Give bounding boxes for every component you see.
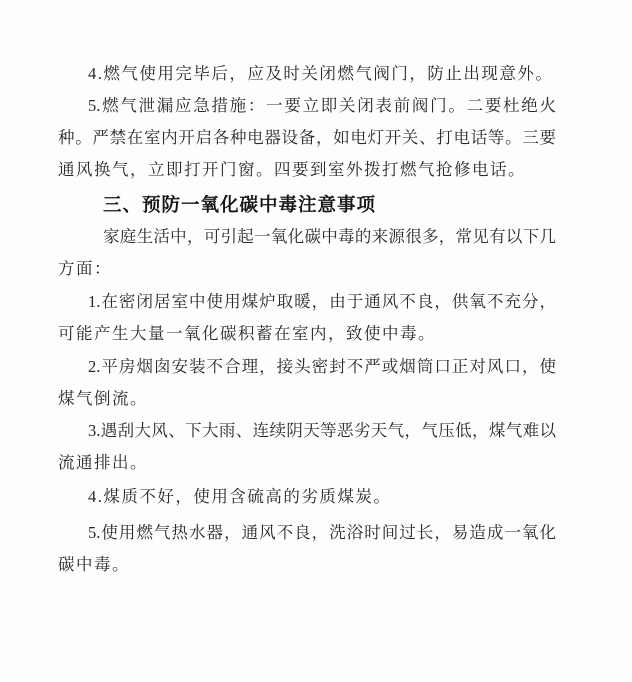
- paragraph-co-cause-1: [58, 286, 556, 350]
- text-line: 5.燃气泄漏应急措施：一要立即关闭表前阀门。二要杜绝火: [88, 96, 556, 115]
- text-line: 碳中毒。: [58, 555, 130, 574]
- text-line: 4.燃气使用完毕后，应及时关闭燃气阀门，防止出现意外。: [88, 64, 554, 83]
- text-line: 种。严禁在室内开启各种电器设备，如电灯开关、打电话等。三要: [58, 128, 556, 147]
- text-line: 1.在密闭居室中使用煤炉取暖，由于通风不良，供氧不充分，: [88, 292, 556, 311]
- paragraph-gas-leak-emergency: [58, 90, 556, 186]
- section-heading-co-poisoning: [58, 189, 556, 221]
- text-line: 流通排出。: [58, 453, 148, 472]
- text-line: 3.遇刮大风、下大雨、连续阴天等恶劣天气，气压低，煤气难以: [88, 421, 556, 440]
- text-line: 5.使用燃气热水器，通风不良，洗浴时间过长，易造成一氧化: [88, 523, 556, 542]
- document-body: [58, 58, 556, 581]
- text-line: 通风换气，立即打开门窗。四要到室外拨打燃气抢修电话。: [58, 160, 526, 179]
- text-line: 煤气倒流。: [58, 389, 148, 408]
- paragraph-co-cause-3: [58, 415, 556, 479]
- paragraph-co-sources-intro: [58, 221, 556, 285]
- paragraph-gas-tip-4: [58, 58, 556, 90]
- paragraph-co-cause-5: [58, 517, 556, 581]
- text-line: 2.平房烟囱安装不合理，接头密封不严或烟筒口正对风口，使: [88, 357, 556, 376]
- text-line: 家庭生活中，可引起一氧化碳中毒的来源很多，常见有以下几: [103, 227, 556, 246]
- text-line: 4.煤质不好，使用含硫高的劣质煤炭。: [88, 487, 392, 506]
- heading-line: 三、预防一氧化碳中毒注意事项: [103, 194, 377, 215]
- paragraph-co-cause-4: [58, 481, 556, 513]
- text-line: 方面：: [58, 259, 112, 278]
- text-line: 可能产生大量一氧化碳积蓄在室内，致使中毒。: [58, 324, 436, 343]
- paragraph-co-cause-2: [58, 351, 556, 415]
